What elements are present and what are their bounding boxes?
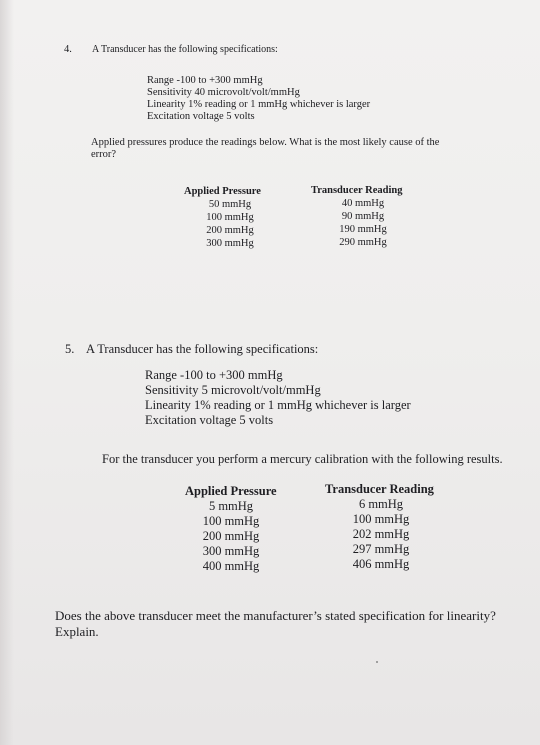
q5-number: 5. (65, 342, 75, 356)
table-cell: 190 mmHg (339, 224, 387, 235)
q4-number: 4. (64, 44, 72, 55)
q5-calibration-line: For the transducer you perform a mercury calibration with the following results. (102, 452, 503, 466)
table-cell: 50 mmHg (208, 199, 252, 210)
table-cell: 200 mmHg (206, 225, 254, 236)
q4-table-header-applied: Applied Pressure (184, 186, 261, 197)
table-cell: 300 mmHg (202, 544, 260, 558)
q5-table-col-reading (325, 497, 437, 572)
table-cell: 100 mmHg (202, 514, 260, 528)
table-cell: 90 mmHg (341, 211, 385, 222)
q4-table-col-applied (184, 198, 276, 250)
table-cell: 406 mmHg (352, 557, 410, 571)
paper-speck (376, 661, 378, 663)
q5-spec-excitation: Excitation voltage 5 volts (145, 413, 274, 427)
q4-table-header-reading: Transducer Reading (311, 185, 403, 196)
table-cell: 100 mmHg (206, 212, 254, 223)
table-cell: 202 mmHg (352, 527, 410, 541)
page-edge-shadow (0, 0, 14, 745)
table-cell: 100 mmHg (352, 512, 410, 526)
q5-spec-linearity: Linearity 1% reading or 1 mmHg whichever is larger (145, 398, 411, 412)
q5-spec-sensitivity: Sensitivity 5 microvolt/volt/mmHg (145, 383, 321, 397)
q5-intro: A Transducer has the following specifications: (86, 342, 319, 356)
table-cell: 297 mmHg (352, 542, 410, 556)
q4-spec-sensitivity: Sensitivity 40 microvolt/volt/mmHg (147, 87, 300, 98)
q4-spec-excitation: Excitation voltage 5 volts (147, 111, 255, 122)
q4-question-line1: Applied pressures produce the readings below. What is the most likely cause of the (91, 137, 440, 148)
q4-spec-range: Range -100 to +300 mmHg (147, 75, 263, 86)
table-cell: 5 mmHg (208, 499, 254, 513)
q5-spec-range: Range -100 to +300 mmHg (145, 368, 283, 382)
q5-table-header-reading: Transducer Reading (325, 482, 434, 496)
q4-intro: A Transducer has the following specifications: (92, 44, 278, 55)
table-cell: 300 mmHg (206, 238, 254, 249)
q4-table-col-reading (311, 197, 415, 249)
table-cell: 290 mmHg (339, 237, 387, 248)
q4-spec-linearity: Linearity 1% reading or 1 mmHg whichever is larger (147, 99, 371, 110)
table-cell: 200 mmHg (202, 529, 260, 543)
table-cell: 40 mmHg (341, 198, 385, 209)
q5-question-line2: Explain. (55, 624, 99, 639)
q4-question-line2: error? (91, 149, 117, 160)
q5-question-line1: Does the above transducer meet the manufacturer’s stated specification for linearity? (55, 608, 496, 623)
table-cell: 6 mmHg (358, 497, 404, 511)
q5-table-col-applied (185, 499, 277, 574)
q5-table-header-applied: Applied Pressure (185, 484, 277, 498)
table-cell: 400 mmHg (202, 559, 260, 573)
